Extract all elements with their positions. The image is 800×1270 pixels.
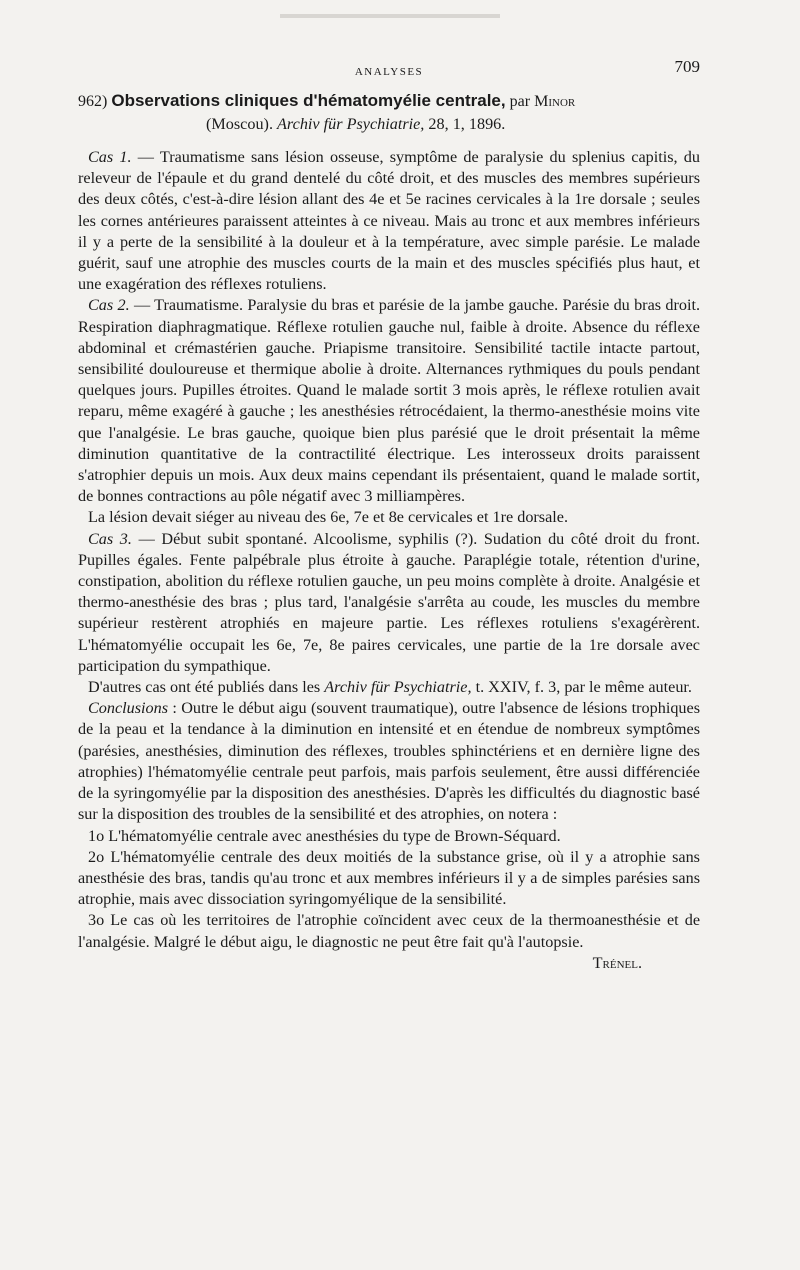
article-source — [78, 113, 700, 135]
article-title: Observations cliniques d'hématomyélie centrale, — [111, 91, 506, 110]
point-2-paragraph: 2o L'hématomyélie centrale des deux moitiés de la substance grise, où il y a atrophie sans anesthésie des bras, tandis qu'au tronc et aux membres inférieurs il y a de simples parésies sans atrophie, mais avec dissociation syringomyélique de la sensibilité. — [78, 847, 700, 909]
other-cases-paragraph — [78, 677, 700, 698]
conclusions-paragraph — [78, 698, 700, 825]
source-journal: Archiv für Psychiatrie, — [277, 115, 425, 133]
page-number: 709 — [674, 57, 700, 76]
case-2-label: Cas 2. — [88, 296, 130, 315]
other-cases-journal: Archiv für Psychiatrie, — [324, 678, 472, 697]
case-1-paragraph — [78, 147, 700, 295]
point-3-text: 3o Le cas où les territoires de l'atrophie coïncident avec ceux de la thermoanesthésie et de l'analgésie. Malgré le début aigu, le diagnostic ne peut être fait qu'à l'autopsie. — [78, 911, 700, 951]
conclusions-label: Conclusions — [88, 699, 169, 718]
page — [78, 56, 700, 974]
case-2-paragraph — [78, 295, 700, 507]
article-by: par — [509, 93, 531, 110]
running-title: ANALYSES — [354, 66, 424, 78]
conclusions-text: : Outre le début aigu (souvent traumatique), outre l'absence de lésions trophiques de la peau et la tendance à la diminution en intensité et en étendue de nombreux symptômes (parésies, anesthésies, diminution des réflexes, troubles sphinctériens et en dernière ligne des atrophies) l'hématomyélie centrale peut parfois, mais parfois seulement, être aussi différenciée de la syringomyélie par la disposition des anesthésies. D'après les difficultés du diagnostic basé sur la disposition des troubles de la sensibilité et des atrophies, on notera : — [78, 699, 700, 824]
article-number: 962) — [78, 93, 108, 110]
other-cases-post: t. XXIV, f. 3, par le même auteur. — [471, 678, 692, 697]
case-1-text: — Traumatisme sans lésion osseuse, symptôme de paralysie du splenius capitis, du releveur de l'épaule et du grand dentelé du côté droit, et des muscles des membres supérieurs des deux côtés, c'est-à-dire lésion allant des 4e et 5e racines cervicales à la 1re dorsale ; seules les cornes antérieures paraissent atteintes à ce niveau. Mais au tronc et aux membres inférieurs il y a perte de la sensibilité à la douleur et à la température, avec simple parésie. Le malade guérit, sauf une atrophie des muscles courts de la main et des muscles spécifiés plus haut, et une exagération des réflexes rotuliens. — [78, 148, 700, 294]
source-suffix: 28, 1, 1896. — [424, 115, 506, 133]
lesion-paragraph: La lésion devait siéger au niveau des 6e, 7e et 8e cervicales et 1re dorsale. — [88, 508, 569, 527]
case-3-text: — Début subit spontané. Alcoolisme, syphilis (?). Sudation du côté droit du front. Pupilles égales. Fente palpébrale plus étroite à gauche. Paraplégie totale, rétention d'urine, constipation, abolition du réflexe rotulien gauche, un peu moins complète à droite. Analgésie et thermo-anesthésie des bras ; plus tard, l'analgésie s'arrêta au coude, les muscles du membre supérieur restèrent atrophiés en majeure partie. Les réflexes rotuliens s'exagérèrent. L'hématomyélie occupait les 6e, 7e, 8e paires cervicales, une partie de la 1re dorsale avec participation du sympathique. — [78, 529, 700, 675]
point-3-paragraph — [78, 910, 700, 972]
point-1-paragraph: 1o L'hématomyélie centrale avec anesthésies du type de Brown-Séquard. — [88, 826, 561, 845]
case-3-label: Cas 3. — [88, 529, 132, 548]
page-header — [78, 56, 700, 82]
article-heading — [78, 90, 700, 135]
article-author: Minor — [534, 93, 576, 110]
case-2-text: — Traumatisme. Paralysie du bras et parésie de la jambe gauche. Parésie du bras droit. Respiration diaphragmatique. Réflexe rotulien gauche nul, faible à droite. Absence du réflexe abdominal et crémastérien gauche. Priapisme transitoire. Sensibilité tactile intacte partout, sensibilité douloureuse et thermique abolie à droite. Alternances rythmiques du pouls pendant quelques jours. Pupilles étroites. Quand le malade sortit 3 mois après, le réflexe rotulien avait reparu, même exagéré à gauche ; les anesthésies rétrocédaient, la thermo-anesthésie moins vite que l'analgésie. Le bras gauche, quoique bien plus parésié que le droit présentait la même diminution quantitative de la contractilité électrique. Les interosseux droits paraissent s'atrophier depuis un mois. Aux deux mains cependant ils présentaient, quand le malade sortit, de bonnes contractions au pôle négatif avec 3 milliampères. — [78, 296, 700, 506]
source-prefix: (Moscou). — [206, 115, 278, 133]
scan-edge-artifact — [0, 0, 800, 28]
other-cases-pre: D'autres cas ont été publiés dans les — [88, 678, 325, 697]
case-3-paragraph — [78, 529, 700, 677]
signature: Trénel. — [592, 953, 642, 972]
case-1-label: Cas 1. — [88, 148, 132, 166]
